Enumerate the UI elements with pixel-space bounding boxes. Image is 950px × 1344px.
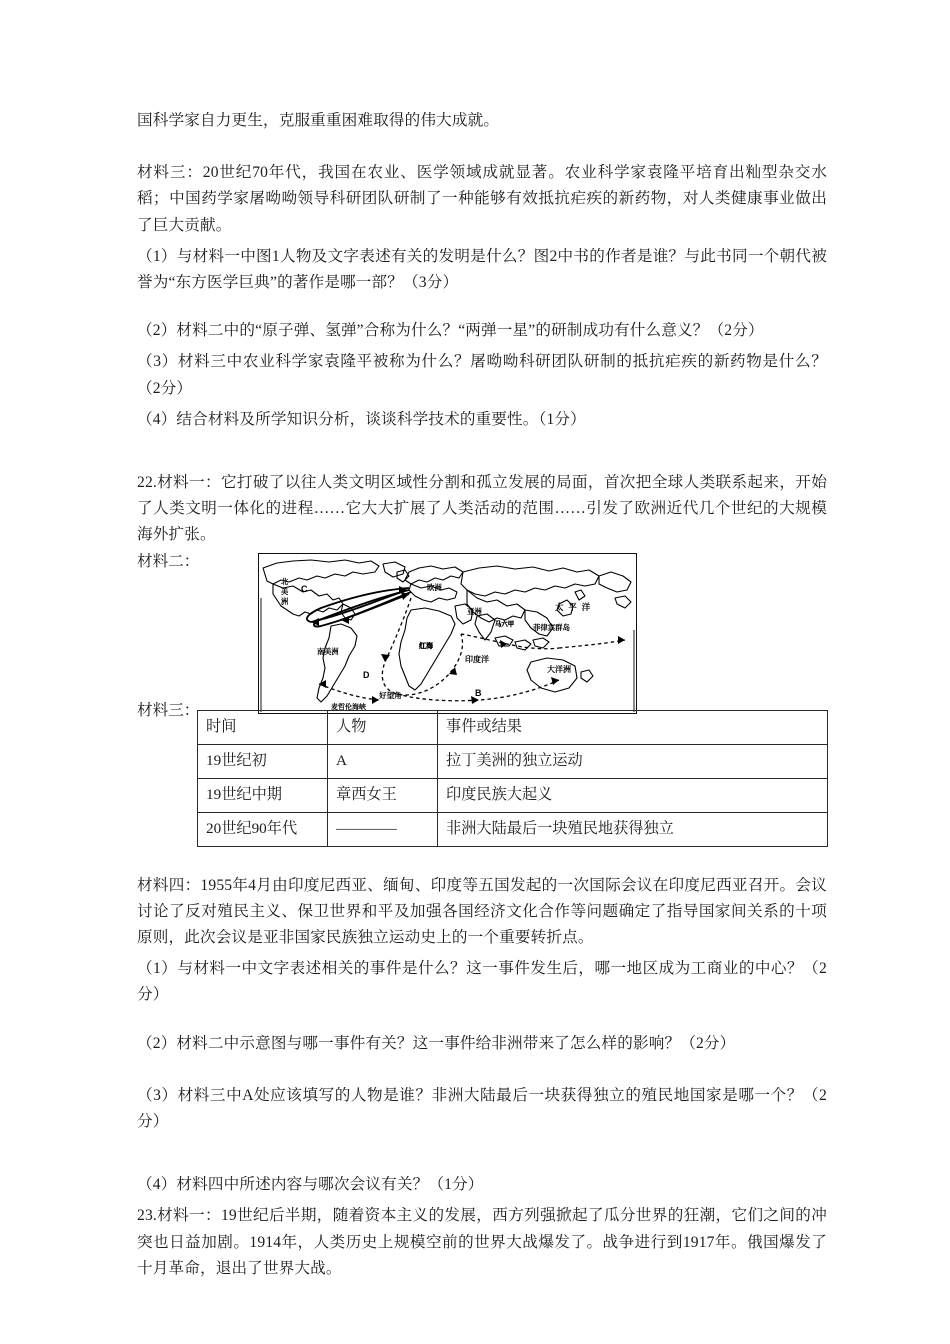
table-cell-event: 拉丁美洲的独立运动	[438, 744, 828, 778]
question-21-3: （3）材料三中农业科学家袁隆平被称为什么？屠呦呦科研团队研制的抵抗疟疾的新药物是什么？（2分）	[137, 353, 827, 397]
table-row	[198, 744, 828, 778]
svg-text:美: 美	[281, 586, 289, 596]
table-cell-event: 非洲大陆最后一块殖民地获得独立	[438, 812, 828, 846]
svg-text:菲律宾群岛: 菲律宾群岛	[533, 622, 570, 632]
question-21-2: （2）材料二中的“原子弹、氢弹”合称为什么？“两弹一星”的研制成功有什么意义？（2分）	[137, 322, 764, 340]
material-two-label: 材料二：	[137, 552, 200, 570]
table-header-cell: 时间	[198, 710, 328, 744]
page-content	[137, 108, 827, 1282]
svg-text:好望角: 好望角	[379, 690, 402, 700]
history-events-table	[197, 710, 828, 847]
question-21-1: （1）与材料一中图1人物及文字表述有关的发明是什么？图2中书的作者是谁？与此书同一个朝代被誉为“东方医学巨典”的著作是哪一部？（3分）	[137, 247, 827, 292]
table-cell-time: 19世纪初	[198, 744, 328, 778]
table-cell-event: 印度民族大起义	[438, 778, 828, 812]
table-cell-person: 章西女王	[328, 778, 438, 812]
table-row	[198, 778, 828, 812]
svg-text:欧洲: 欧洲	[427, 582, 442, 592]
table-header-row	[198, 710, 828, 744]
question-22-material-one: 22.材料一：它打破了以往人类文明区域性分割和孤立发展的局面，首次把全球人类联系起来，开始了人类文明一体化的进程……它大大扩展了人类活动的范围……引发了欧洲近代几个世纪的大规模海外扩张。	[137, 474, 827, 544]
table-header-cell: 事件或结果	[438, 710, 828, 744]
svg-text:亚洲: 亚洲	[467, 606, 482, 616]
svg-text:C: C	[301, 583, 308, 594]
table-cell-person: ————	[328, 812, 438, 846]
table-header-cell: 人物	[328, 710, 438, 744]
svg-text:南美洲: 南美洲	[317, 646, 339, 656]
world-map-figure	[258, 553, 637, 714]
question-22-1: （1）与材料一中文字表述相关的事件是什么？这一事件发生后，哪一地区成为工商业的中心？（2分）	[137, 960, 827, 1004]
material-three-21: 材料三：20世纪70年代，我国在农业、医学领域成就显著。农业科学家袁隆平培育出籼型杂交水稻；中国药学家屠呦呦领导科研团队研制了一种能够有效抵抗疟疾的新药物，对人类健康事业做出了巨大贡献。	[137, 164, 827, 234]
material-three-table-wrap	[197, 710, 827, 847]
tail-paragraph: 国科学家自力更生，克服重重困难取得的伟大成就。	[137, 112, 500, 129]
svg-text:北: 北	[281, 576, 289, 586]
table-cell-time: 19世纪中期	[198, 778, 328, 812]
question-22-2: （2）材料二中示意图与哪一事件有关？这一事件给非洲带来了怎么样的影响？（2分）	[137, 1034, 736, 1052]
question-22-3: （3）材料三中A处应该填写的人物是谁？非洲大陆最后一块获得独立的殖民地国家是哪一个？（2分）	[137, 1086, 827, 1131]
question-21-4: （4）结合材料及所学知识分析，谈谈科学技术的重要性。（1分）	[137, 410, 586, 428]
table-cell-person: A	[328, 744, 438, 778]
map-svg	[259, 554, 636, 713]
table-cell-time: 20世纪90年代	[198, 812, 328, 846]
material-two-map-row	[137, 549, 827, 719]
svg-text:B: B	[475, 687, 482, 698]
svg-text:马六甲: 马六甲	[495, 620, 515, 628]
scan-artifact-bottom	[244, 1305, 252, 1313]
svg-text:D: D	[363, 669, 370, 680]
table-row	[198, 812, 828, 846]
material-three-label: 材料三：	[137, 701, 200, 719]
question-23-material-one: 23.材料一：19世纪后半期，随着资本主义的发展，西方列强掀起了瓜分世界的狂潮，它们之间的冲突也日益加剧。1914年，人类历史上规模空前的世界大战爆发了。战争进行到1917年。俄国爆发了十月革命，退出了世界大战。	[137, 1207, 827, 1277]
svg-text:洲: 洲	[281, 596, 289, 606]
svg-text:红海: 红海	[419, 642, 433, 650]
svg-text:太平洋: 太平洋	[555, 601, 596, 612]
scan-artifact-top	[706, 43, 714, 51]
svg-text:印度洋: 印度洋	[465, 654, 489, 664]
svg-text:麦哲伦海峡: 麦哲伦海峡	[331, 703, 366, 711]
svg-text:大洋洲: 大洋洲	[547, 664, 571, 674]
material-four-22: 材料四：1955年4月由印度尼西亚、缅甸、印度等五国发起的一次国际会议在印度尼西亚召开。会议讨论了反对殖民主义、保卫世界和平及加强各国经济文化合作等问题确定了指导国家间关系的十项原则，此次会议是亚非国家民族独立运动史上的一个重要转折点。	[137, 876, 827, 947]
question-22-4: （4）材料四中所述内容与哪次会议有关？（1分）	[137, 1176, 484, 1194]
